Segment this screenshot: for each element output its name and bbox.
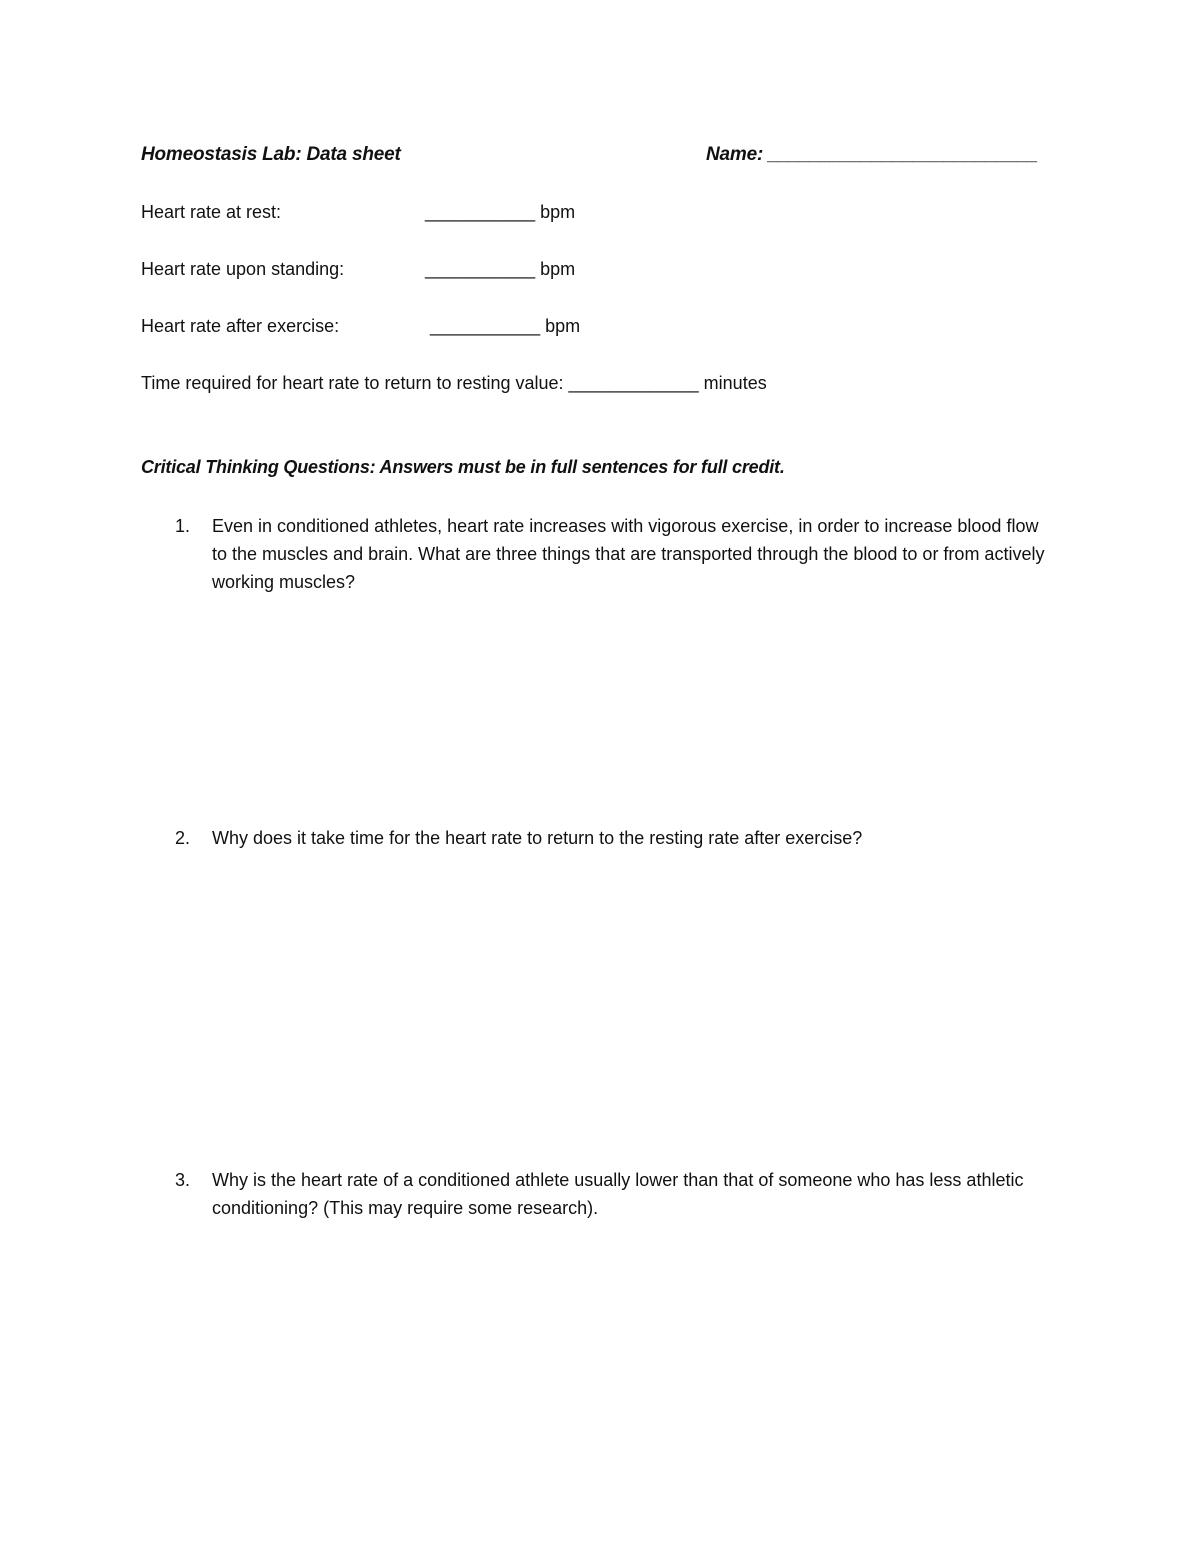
rest-rate-label: Heart rate at rest: [141,202,282,222]
recovery-time-row[interactable]: Time required for heart rate to return to resting value: _____________ minutes [141,373,767,393]
exercise-rate-label: Heart rate after exercise: [141,316,340,336]
rest-rate-blank[interactable]: ___________ bpm [425,202,576,222]
question-text: Even in conditioned athletes, heart rate increases with vigorous exercise, in order to increase blood flow to the muscles and brain. What are three things that are transported through the blood to or from actively working muscles? [212,516,1045,592]
critical-thinking-heading: Critical Thinking Questions: Answers must be in full sentences for full credit. [141,457,785,477]
standing-rate-blank[interactable]: ___________ bpm [425,259,576,279]
question-number: 1. [175,516,191,536]
question-text: Why does it take time for the heart rate to return to the resting rate after exercise? [212,828,863,848]
question-number: 2. [175,828,191,848]
page-title: Homeostasis Lab: Data sheet [141,144,401,165]
exercise-rate-blank[interactable]: ___________ bpm [430,316,581,336]
question-number: 3. [175,1170,191,1190]
standing-rate-label: Heart rate upon standing: [141,259,345,279]
question-text: Why is the heart rate of a conditioned athlete usually lower than that of someone who has less athletic conditioning? (This may require some research). [212,1170,1024,1218]
name-field[interactable]: Name: __________________________ [706,144,1038,165]
